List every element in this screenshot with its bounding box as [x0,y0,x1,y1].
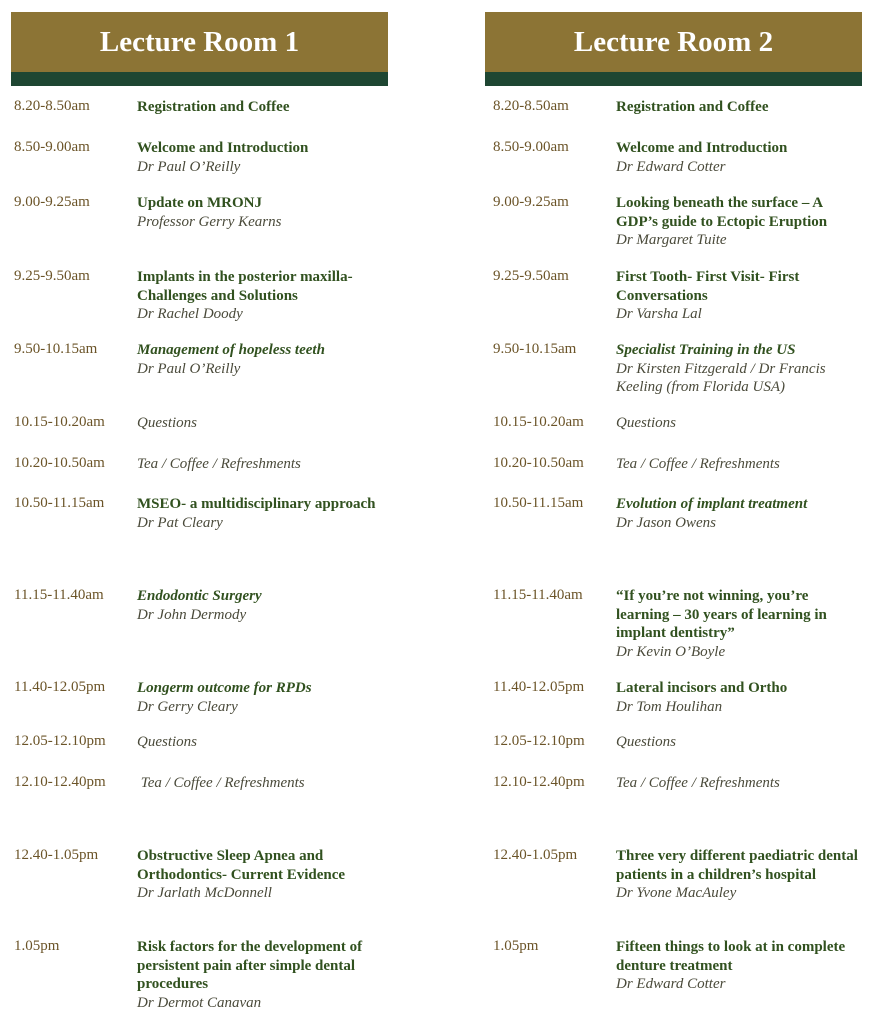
session-time: 9.00-9.25am [14,194,90,210]
session-note: Tea / Coffee / Refreshments [137,456,301,472]
session-note: Questions [137,415,197,431]
session-title: Longerm outcome for RPDs [137,680,312,696]
session-title: Risk factors for the development of persistent pain after simple dental procedures [137,939,363,992]
session-note: Questions [616,415,676,431]
session-title: Welcome and Introduction [616,140,788,156]
room-1-header-bar [11,72,388,86]
session-title: Endodontic Surgery [137,588,262,604]
session-time: 8.20-8.50am [14,98,90,114]
session-speaker: Dr Dermot Canavan [137,994,262,1011]
session-time: 10.15-10.20am [493,414,584,430]
session-time: 12.05-12.10pm [493,733,585,749]
session-speaker: Dr Kevin O’Boyle [616,643,726,660]
session-time: 9.50-10.15am [493,341,577,357]
session-speaker: Dr Rachel Doody [137,306,243,322]
lecture-room-2-column [479,0,879,1024]
session-time: 1.05pm [14,938,60,954]
session-speaker: Dr Yvone MacAuley [616,885,737,901]
session-title: Welcome and Introduction [137,140,309,156]
session-speaker: Dr Jason Owens [616,514,716,531]
session-time: 12.10-12.40pm [14,774,106,790]
session-time: 10.20-10.50am [493,455,584,471]
session-time: 11.40-12.05pm [493,679,585,695]
session-title: Fifteen things to look at in complete denture treatment [616,939,846,974]
session-speaker: Dr Gerry Cleary [137,698,238,715]
room-2-header-bar [485,72,862,86]
session-title: Lateral incisors and Ortho [616,680,788,696]
session-speaker: Dr Tom Houlihan [616,698,723,715]
session-title: Registration and Coffee [137,99,290,115]
session-note: Tea / Coffee / Refreshments [137,775,305,791]
session-speaker: Dr Paul O’Reilly [137,158,241,175]
session-time: 10.20-10.50am [14,455,105,471]
session-time: 11.40-12.05pm [14,679,106,695]
room-1-header: Lecture Room 1 [11,12,388,72]
session-title: Update on MRONJ [137,195,263,211]
session-time: 10.50-11.15am [14,495,105,511]
session-title: Looking beneath the surface – A GDP’s guide to Ectopic Eruption [616,195,828,230]
session-time: 9.50-10.15am [14,341,98,357]
session-time: 8.20-8.50am [493,98,569,114]
session-time: 12.40-1.05pm [14,847,99,863]
session-title: Management of hopeless teeth [137,342,325,358]
session-note: Questions [616,734,676,750]
session-time: 8.50-9.00am [493,139,569,155]
session-time: 12.05-12.10pm [14,733,106,749]
session-title: First Tooth- First Visit- First Conversations [616,269,800,304]
session-speaker: Dr Jarlath McDonnell [137,885,272,901]
session-time: 9.25-9.50am [493,268,569,284]
session-title: Implants in the posterior maxilla- Challenges and Solutions [137,269,353,304]
room-2-header: Lecture Room 2 [485,12,862,72]
session-time: 10.15-10.20am [14,414,105,430]
session-time: 11.15-11.40am [14,587,104,603]
session-speaker: Dr Margaret Tuite [616,232,727,248]
session-time: 9.25-9.50am [14,268,90,284]
session-title: Registration and Coffee [616,99,769,115]
session-time: 11.15-11.40am [493,587,583,603]
session-speaker: Dr John Dermody [137,606,247,623]
session-speaker: Professor Gerry Kearns [137,213,282,230]
session-time: 12.10-12.40pm [493,774,585,790]
session-title: Obstructive Sleep Apnea and Orthodontics- Current Evidence [137,848,346,883]
session-note: Questions [137,734,197,750]
session-time: 9.00-9.25am [493,194,569,210]
session-speaker: Dr Pat Cleary [137,514,223,531]
session-title: MSEO- a multidisciplinary approach [137,496,376,512]
session-title: Three very different paediatric dental patients in a children’s hospital [616,848,858,883]
session-note: Tea / Coffee / Refreshments [616,456,780,472]
session-time: 10.50-11.15am [493,495,584,511]
session-time: 8.50-9.00am [14,139,90,155]
session-time: 1.05pm [493,938,539,954]
session-speaker: Dr Kirsten Fitzgerald / Dr Francis Keeling (from Florida USA) [616,360,826,395]
session-title: “If you’re not winning, you’re learning – 30 years of learning in implant dentistry” [616,588,827,641]
session-speaker: Dr Edward Cotter [616,158,726,175]
session-title: Evolution of implant treatment [616,496,808,512]
session-time: 12.40-1.05pm [493,847,578,863]
session-note: Tea / Coffee / Refreshments [616,775,780,791]
session-speaker: Dr Paul O’Reilly [137,360,241,377]
session-speaker: Dr Edward Cotter [616,976,726,992]
session-speaker: Dr Varsha Lal [616,306,702,322]
session-title: Specialist Training in the US [616,342,796,358]
